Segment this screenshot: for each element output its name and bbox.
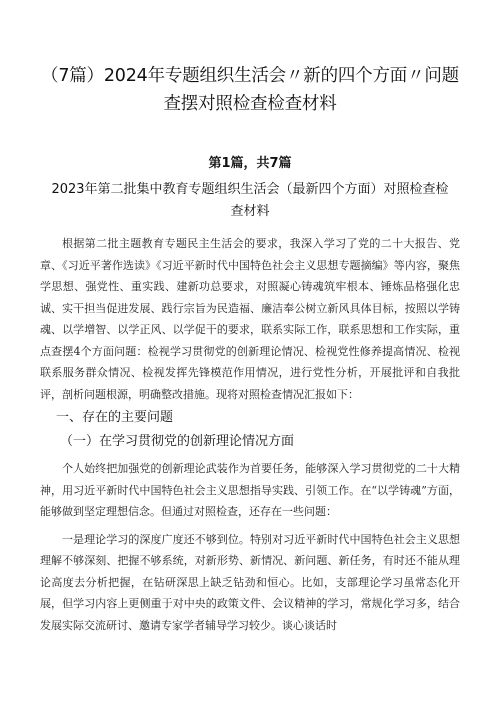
document-title-line-1: （7篇）2024年专题组织生活会〃新的四个方面〃问题: [41, 66, 459, 86]
intro-paragraph: 根据第二批主题教育专题民主生活会的要求，我深入学习了党的二十大报告、党章、《习近平著作选读》《习近平新时代中国特色社会主义思想专题摘编》等内容，聚焦学思想、强党性、重实践、建新功总要求，对照凝心铸魂筑牢根本、锤炼品格强化忠诚、实干担当促进发展、践行宗旨为民造福、廉洁奉公树立新风具体目标，按照以学铸魂、以学增智、以学正风、以学促干的要求，联系实际工作，联系思想和工作实际，重点查摆4个方面问题：检视学习贯彻党的创新理论情况、检视党性修养提高情况、检视联系服务群众情况、检视发挥先锋模范作用情况，进行党性分析，开展批评和自我批评，剖析问题根源，明确整改措施。现将对照检查情况汇报如下：: [40, 237, 460, 401]
section-title-line-2: 查材料: [230, 204, 270, 219]
problem-one-paragraph: 一是理论学习的深度广度还不够到位。特别对习近平新时代中国特色社会主义思想理解不够深刻、把握不够系统，对新形势、新情况、新问题、新任务，有时还不能从理论高度去分析把握，在钻研深思上缺乏钻劲和恒心。比如，支部理论学习虽常态化开展，但学习内容上更侧重于对中央的政策文件、会议精神的学习，常规化学习多，结合发展实际交流研讨、邀请专家学者辅导学习较少。谈心谈话时: [40, 532, 460, 632]
chapter-label: 第1篇，共7篇: [208, 156, 292, 171]
section-title-line-1: 2023年第二批集中教育专题组织生活会（最新四个方面）对照检查检: [51, 182, 449, 197]
theory-study-paragraph: 个人始终把加强党的创新理论武装作为首要任务，能够深入学习贯彻党的二十大精神，用习近平新时代中国特色社会主义思想指导实践、引领工作。在“以学铸魂”方面，能够做到坚定理想信念。但通过对照检查，还存在一些问题：: [40, 462, 460, 518]
heading-theory-study: （一）在学习贯彻党的创新理论情况方面: [60, 434, 295, 449]
document-title-line-2: 查摆对照检查检查材料: [163, 94, 337, 114]
heading-main-problems: 一、存在的主要问题: [56, 410, 174, 425]
document-title: [40, 62, 460, 118]
section-title: [40, 179, 460, 223]
